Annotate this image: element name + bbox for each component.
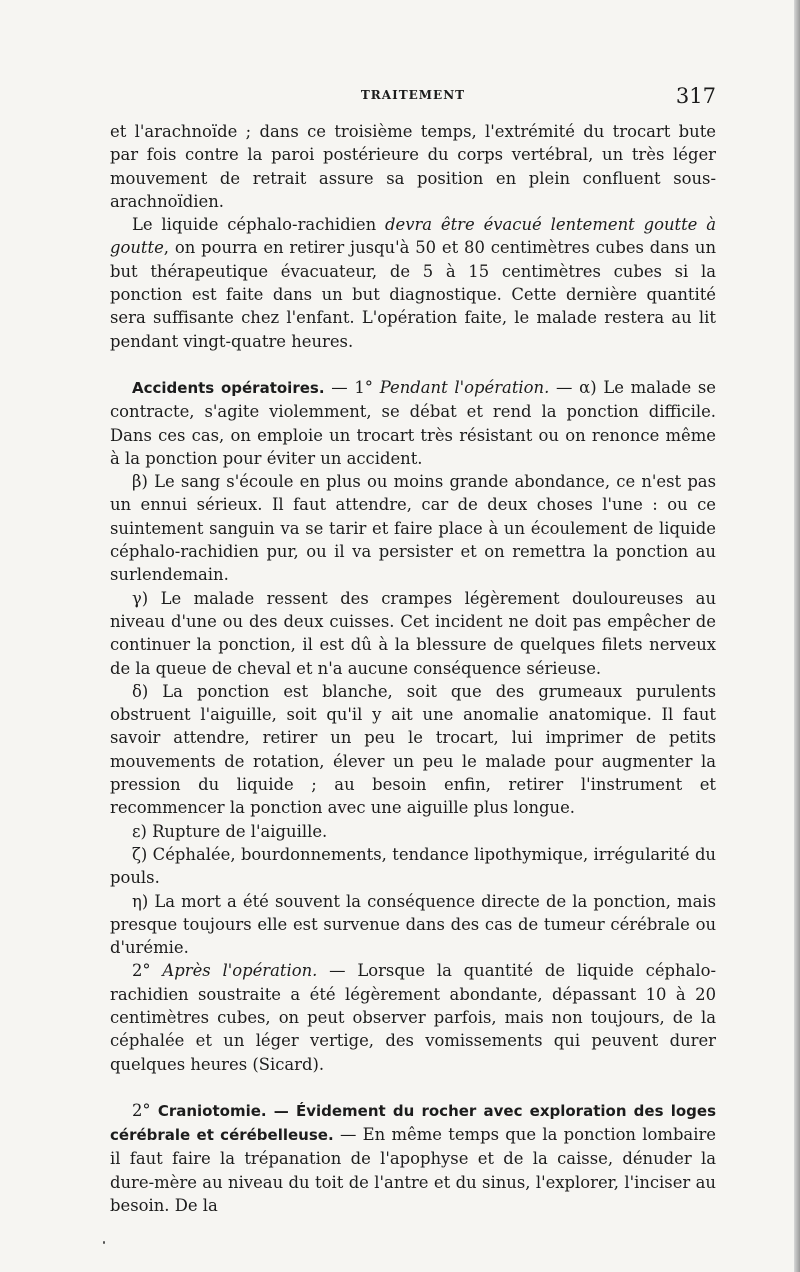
paragraph-delta [110,680,716,820]
paragraph-text: — 1° [324,377,380,397]
running-head: TRAITEMENT [360,88,466,102]
section-heading: Craniotomie. — Évidement du rocher avec exploration des loges cérébrale et cérébelleuse. [110,1101,716,1145]
paragraph-zeta [110,843,716,890]
section-heading: Accidents opératoires. [132,378,325,397]
paragraph-epsilon [110,820,716,843]
paragraph-gamma [110,587,716,680]
paragraph-csf-evacuation [110,213,716,353]
paragraph-text: Le liquide céphalo-rachidien [132,215,385,235]
scan-speck [103,1241,105,1244]
paragraph-text: — En même temps que la ponction lombaire il faut faire la trépanation de l'apophyse et de la caisse, dénuder la dure-mère au niveau du toit de l'antre et du sinus, l'explorer, l'inciser au besoin. De la [110,1125,716,1216]
paragraph-text: 2° [132,1100,158,1120]
paragraph-text: γ) Le malade ressent des crampes légèrement douloureuses au niveau d'une ou des deux cuisses. Cet incident ne doit pas empêcher de continuer la ponction, il est dû à la blessure de quelques filets nerveux de la queue de cheval et n'a aucune conséquence sérieuse. [110,588,716,678]
paragraph-text: 2° [132,961,163,981]
paragraph-text: η) La mort a été souvent la conséquence directe de la ponction, mais presque toujours elle est survenue dans des cas de tumeur cérébrale ou d'urémie. [110,891,716,958]
paragraph-beta [110,470,716,586]
paragraph-text: δ) La ponction est blanche, soit que des grumeaux purulents obstruent l'aiguille, soit qu'il y ait une anomalie anatomique. Il faut savoir attendre, retirer un peu le trocart, lui imprimer de petits mouvements de rotation, élever un peu le malade pour augmenter la pression du liquide ; au besoin enfin, retirer l'instrument et recommencer la ponction avec une aiguille plus longue. [110,681,716,818]
paragraph-eta [110,890,716,960]
paragraph-text: , on pourra en retirer jusqu'à 50 et 80 centimètres cubes dans un but thérapeutique évacuateur, de 5 à 15 centimètres cubes si la ponction est faite dans un but diagnostique. Cette dernière quantité sera suffisante chez l'enfant. L'opération faite, le malade restera au lit pendant vingt-quatre heures. [110,238,716,351]
paragraph-after-operation [110,959,716,1075]
paragraph-continuation [110,120,716,213]
body-text [110,120,716,1217]
page-number: 317 [675,84,716,108]
page-header [110,84,716,114]
paragraph-accidents [110,376,716,470]
paragraph-text: ε) Rupture de l'aiguille. [132,821,328,841]
paragraph-text: β) Le sang s'écoule en plus ou moins grande abondance, ce n'est pas un ennui sérieux. Il faut attendre, car de deux choses l'une : ou ce suintement sanguin va se tarir et faire place à un écoulement de liquide céphalo-rachidien pur, ou il va persister et on remettra la ponction au surlendemain. [110,472,716,585]
paragraph-text: ζ) Céphalée, bourdonnements, tendance lipothymique, irrégularité du pouls. [110,844,716,888]
paragraph-craniotomy [110,1099,716,1217]
paragraph-text: — α) Le malade se contracte, s'agite violemment, se débat et rend la ponction difficile. Dans ces cas, on emploie un trocart très résistant ou on renonce même à la ponction pour éviter un accident. [110,377,716,468]
paragraph-text: — Lorsque la quantité de liquide céphalo-rachidien soustraite a été légèrement abondante, dépassant 10 à 20 centimètres cubes, on peut observer parfois, mais non toujours, de la céphalée et un léger vertige, des vomissements qui peuvent durer quelques heures (Sicard). [110,961,716,1074]
scan-edge [794,0,800,1272]
emphasis-text: Après l'opération. [162,961,318,981]
emphasis-text: devra être évacué lentement goutte à goutte [110,215,716,258]
paragraph-text: et l'arachnoïde ; dans ce troisième temps, l'extrémité du trocart bute par fois contre la paroi postérieure du corps vertébral, un très léger mouvement de retrait assure sa position en plein confluent sous-arachnoïdien. [110,122,716,211]
emphasis-text: Pendant l'opération. [379,377,550,397]
